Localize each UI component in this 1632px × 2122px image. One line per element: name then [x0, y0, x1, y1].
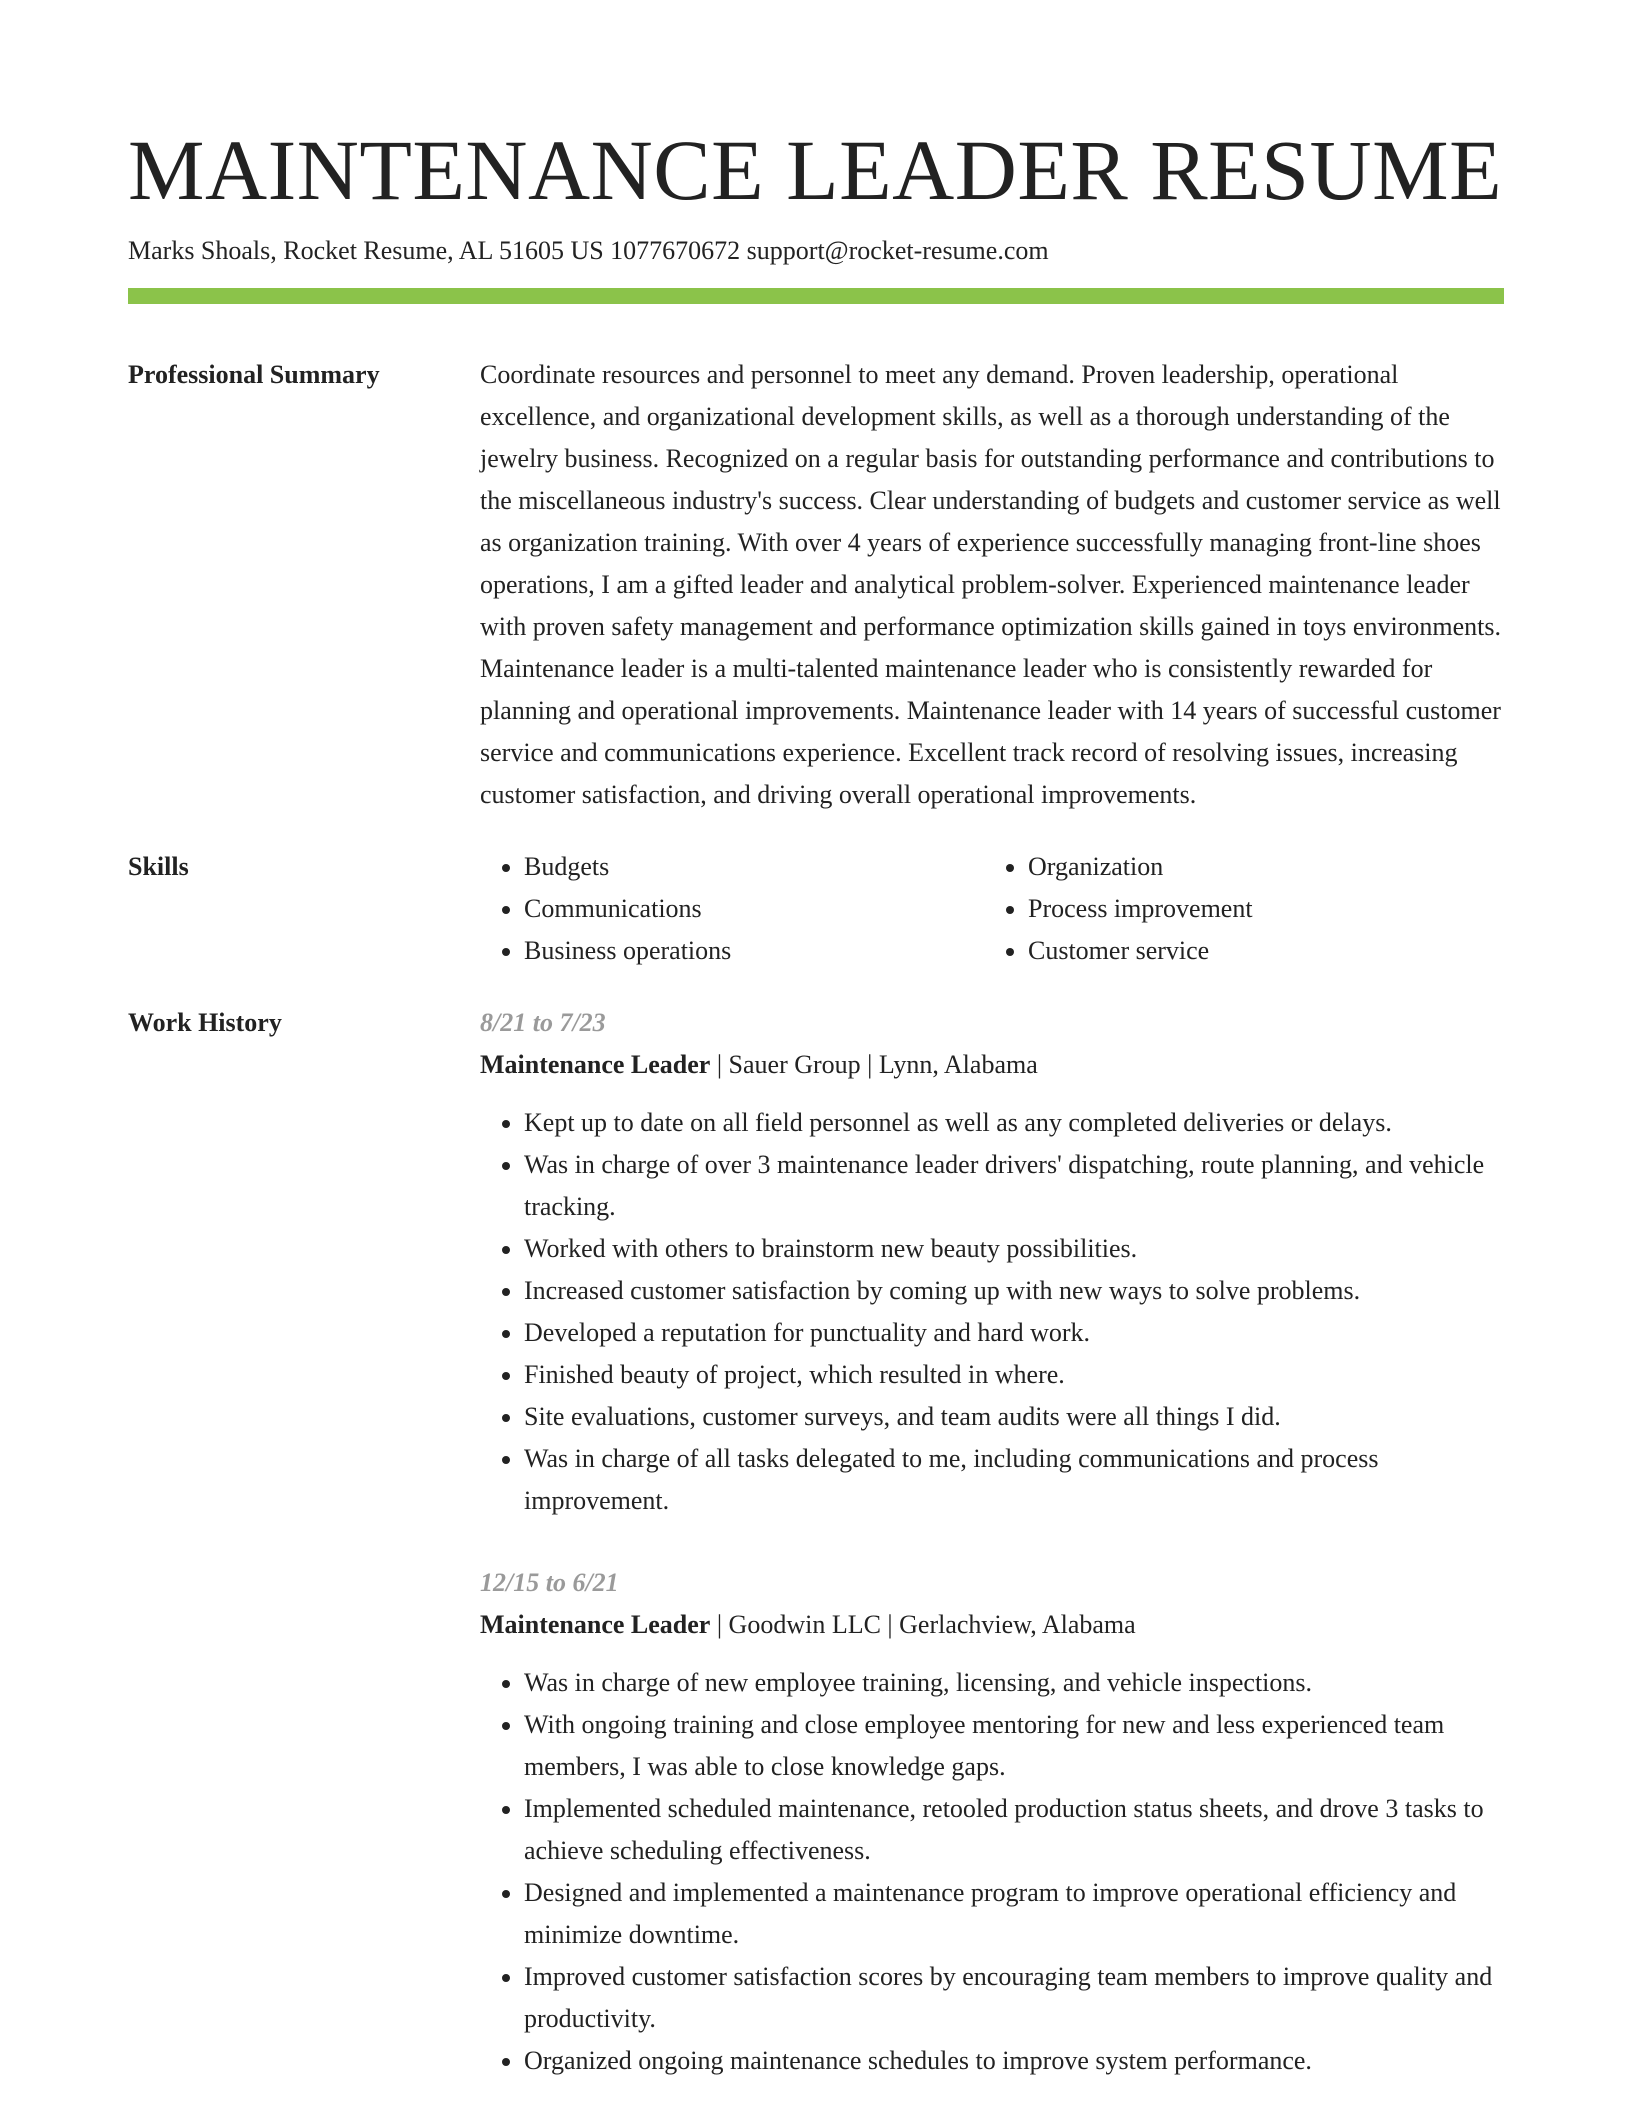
job-company-location: | Goodwin LLC | Gerlachview, Alabama — [710, 1610, 1136, 1639]
skills-column — [984, 846, 1488, 972]
job-bullet: • Organized ongoing maintenance schedules to improve system performance. — [524, 2040, 1504, 2082]
skill-item: • Communications — [524, 888, 984, 930]
job-entry — [480, 1002, 1504, 1522]
job-bullet: • Was in charge of all tasks delegated to me, including communications and process improvement. — [524, 1438, 1504, 1522]
job-title: Maintenance Leader — [480, 1610, 711, 1639]
job-bullet: • Worked with others to brainstorm new beauty possibilities. — [524, 1228, 1504, 1270]
job-heading — [480, 1044, 1504, 1086]
job-bullet: • Implemented scheduled maintenance, retooled production status sheets, and drove 3 tasks to achieve scheduling effectiveness. — [524, 1788, 1504, 1872]
summary-section — [128, 354, 1504, 816]
contact-line: Marks Shoals, Rocket Resume, AL 51605 US 1077670672 support@rocket-resume.com — [128, 236, 1049, 265]
job-bullet: • Kept up to date on all field personnel as well as any completed deliveries or delays. — [524, 1102, 1504, 1144]
summary-text: Coordinate resources and personnel to meet any demand. Proven leadership, operational excellence, and organizational development skills, as well as a thorough understanding of the jewelry business. Recognized on a regular basis for outstanding performance and contributions to the miscellaneous industry's success. Clear understanding of budgets and customer service as well as organization training. With over 4 years of experience successfully managing front-line shoes operations, I am a gifted leader and analytical problem-solver. Experienced maintenance leader with proven safety management and performance optimization skills gained in toys environments. Maintenance leader is a multi-talented maintenance leader who is consistently rewarded for planning and operational improvements. Maintenance leader with 14 years of successful customer service and communications experience. Excellent track record of resolving issues, increasing customer satisfaction, and driving overall operational improvements. — [480, 360, 1501, 809]
job-company-location: | Sauer Group | Lynn, Alabama — [710, 1050, 1038, 1079]
job-heading — [480, 1604, 1504, 1646]
work-history-heading: Work History — [128, 1008, 282, 1037]
job-entry — [480, 1562, 1504, 2082]
skills-section — [128, 846, 1504, 972]
job-bullet: • With ongoing training and close employee mentoring for new and less experienced team members, I was able to close knowledge gaps. — [524, 1704, 1504, 1788]
job-bullet: • Designed and implemented a maintenance program to improve operational efficiency and minimize downtime. — [524, 1872, 1504, 1956]
skill-item: • Organization — [1028, 846, 1488, 888]
skill-item: • Budgets — [524, 846, 984, 888]
job-title: Maintenance Leader — [480, 1050, 711, 1079]
summary-heading: Professional Summary — [128, 360, 380, 389]
skill-item: • Process improvement — [1028, 888, 1488, 930]
page-title: MAINTENANCE LEADER RESUME — [128, 122, 1503, 218]
job-dates: 12/15 to 6/21 — [480, 1568, 619, 1597]
skills-column — [480, 846, 984, 972]
skills-heading: Skills — [128, 852, 189, 881]
work-history-section — [128, 1002, 1504, 2122]
skill-item: • Business operations — [524, 930, 984, 972]
job-bullet: • Developed a reputation for punctuality and hard work. — [524, 1312, 1504, 1354]
job-bullets — [480, 1102, 1504, 1522]
accent-divider — [128, 288, 1504, 304]
skill-item: • Customer service — [1028, 930, 1488, 972]
resume-page — [128, 120, 1504, 2122]
job-bullet: • Improved customer satisfaction scores by encouraging team members to improve quality and productivity. — [524, 1956, 1504, 2040]
job-bullet: • Was in charge of over 3 maintenance leader drivers' dispatching, route planning, and vehicle tracking. — [524, 1144, 1504, 1228]
skills-grid — [480, 846, 1504, 972]
job-bullet: • Increased customer satisfaction by coming up with new ways to solve problems. — [524, 1270, 1504, 1312]
job-bullet: • Was in charge of new employee training, licensing, and vehicle inspections. — [524, 1662, 1504, 1704]
job-bullet: • Finished beauty of project, which resulted in where. — [524, 1354, 1504, 1396]
job-dates: 8/21 to 7/23 — [480, 1008, 606, 1037]
job-bullets — [480, 1662, 1504, 2082]
job-bullet: • Site evaluations, customer surveys, and team audits were all things I did. — [524, 1396, 1504, 1438]
